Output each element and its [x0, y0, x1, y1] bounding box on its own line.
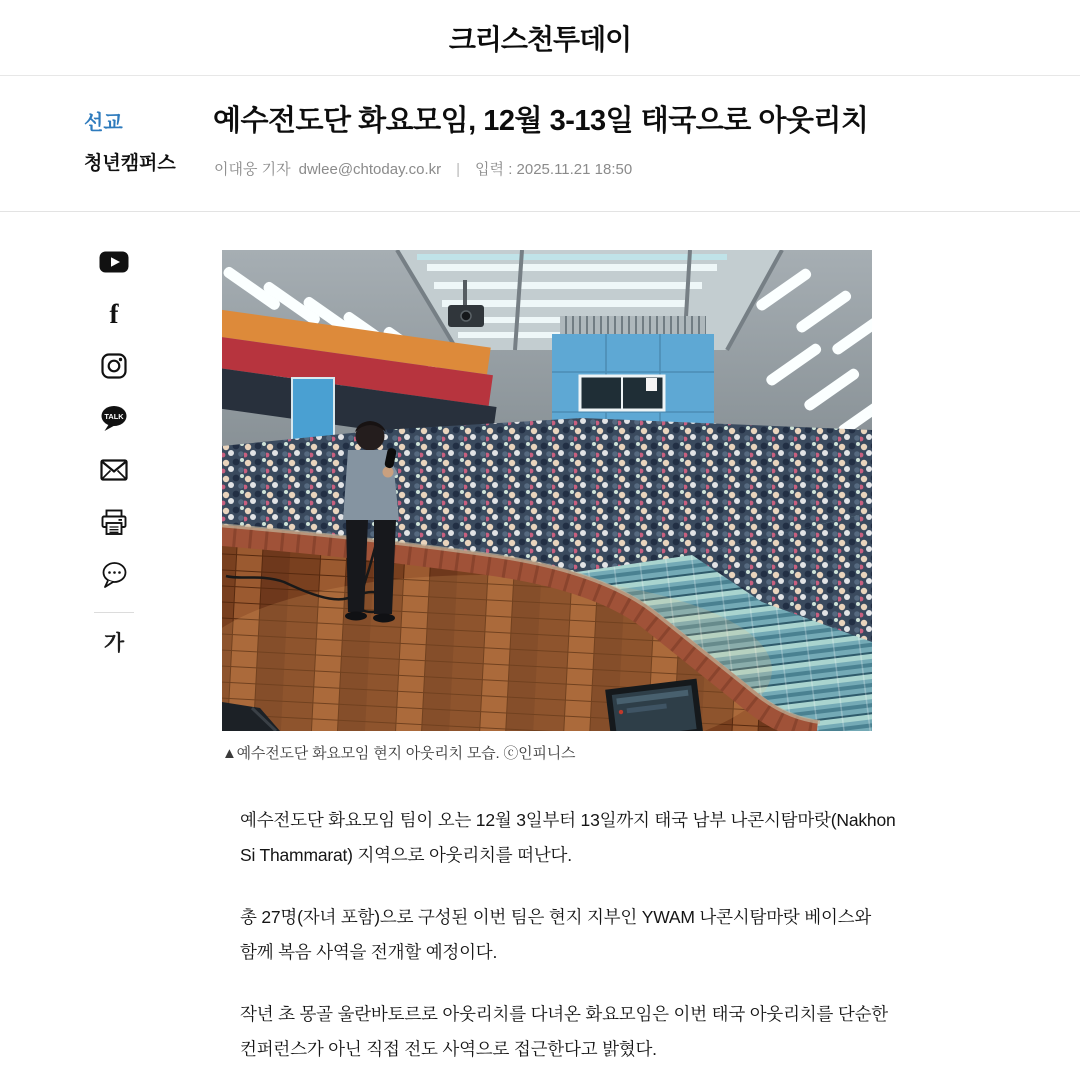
article-title: 예수전도단 화요모임, 12월 3-13일 태국으로 아웃리치 [213, 105, 869, 137]
kakaotalk-icon[interactable] [99, 404, 129, 432]
youtube-icon[interactable] [99, 248, 129, 276]
toolbar-divider [94, 612, 134, 613]
print-icon[interactable] [99, 508, 129, 536]
instagram-icon[interactable] [99, 352, 129, 380]
article-photo [222, 250, 872, 731]
site-header [0, 0, 1080, 76]
lecture-hall-illustration [222, 250, 872, 731]
reporter-email-link[interactable]: dwlee@chtoday.co.kr [298, 161, 442, 178]
article-header [0, 77, 1080, 212]
article-byline [214, 158, 632, 179]
paragraph-1: 예수전도단 화요모임 팀이 오는 12월 3일부터 13일까지 태국 남부 나콘시탐마랏(Nakhon Si Thammarat) 지역으로 아웃리치를 떠난다. [240, 810, 896, 865]
published-time: 입력 : 2025.11.21 18:50 [475, 161, 633, 178]
font-size-button[interactable]: 가 [104, 627, 124, 657]
kakao-talk-label: TALK [104, 411, 124, 421]
photo-caption: ▲예수전도단 화요모임 현지 아웃리치 모습. ⓒ인피니스 [222, 745, 576, 762]
email-icon[interactable] [99, 456, 129, 484]
paragraph-2: 총 27명(자녀 포함)으로 구성된 이번 팀은 현지 지부인 YWAM 나콘시탐마랏 베이스와 함께 복음 사역을 전개할 예정이다. [240, 907, 872, 962]
category-nav [84, 106, 176, 175]
comment-icon[interactable] [99, 560, 129, 588]
reporter-name: 이대웅 기자 [214, 161, 291, 178]
category-link-youth-campus[interactable]: 청년캠퍼스 [84, 153, 176, 174]
site-logo[interactable]: 크리스천투데이 [448, 23, 632, 55]
share-toolbar [98, 248, 130, 657]
category-link-mission[interactable]: 선교 [84, 112, 123, 134]
byline-separator: | [456, 161, 461, 178]
paragraph-3: 작년 초 몽골 울란바토르로 아웃리치를 다녀온 화요모임은 이번 태국 아웃리치를 단순한 컨퍼런스가 아닌 직접 전도 사역으로 접근한다고 밝혔다. [240, 1004, 888, 1059]
article-body [240, 803, 904, 1080]
facebook-icon[interactable]: f [99, 300, 129, 328]
